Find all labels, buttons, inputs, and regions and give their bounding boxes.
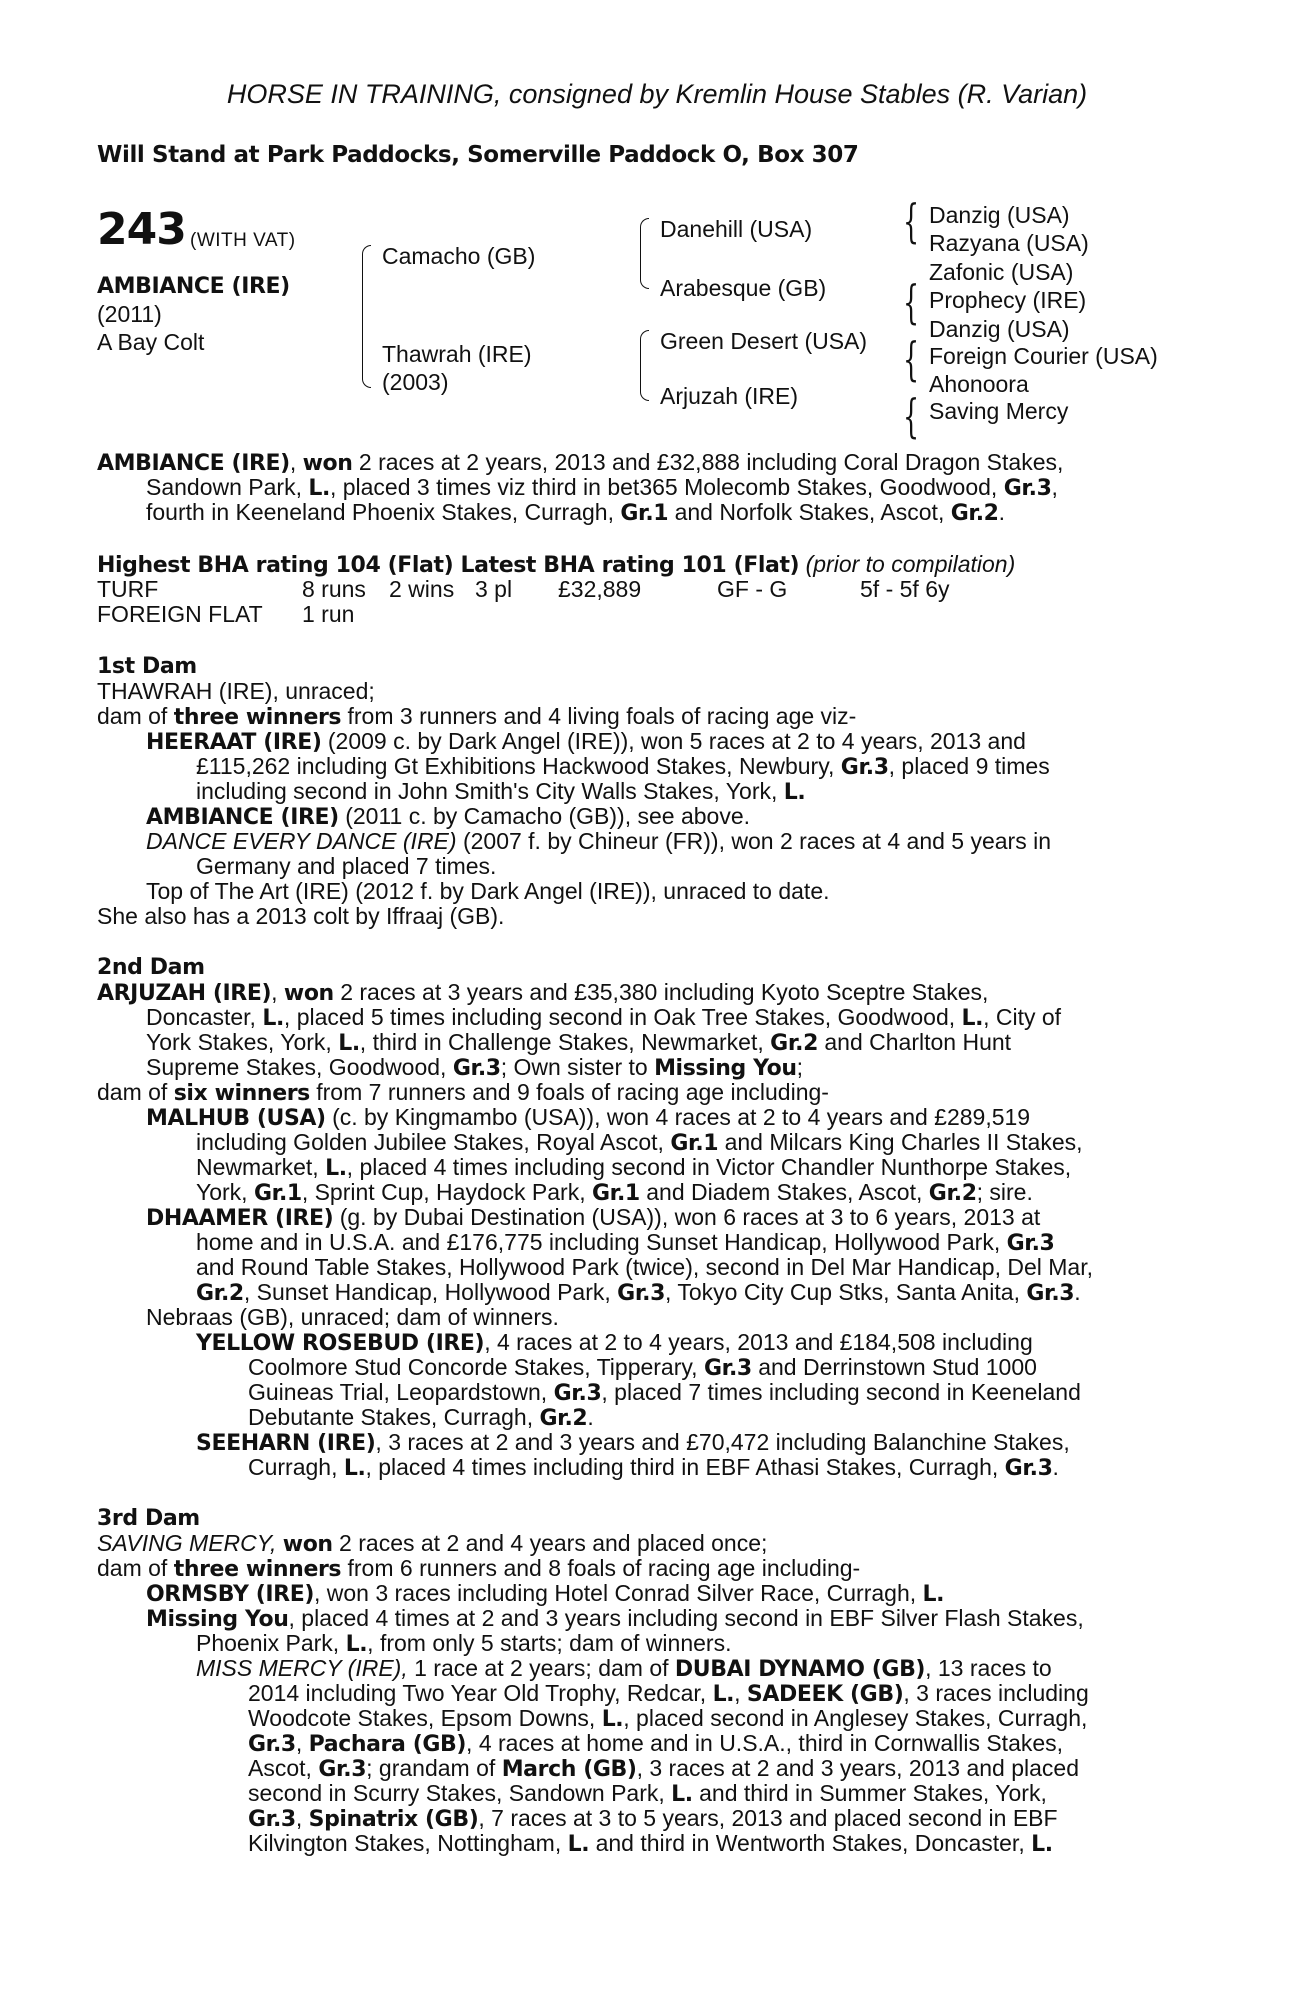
foreign-runs: 1 run — [302, 601, 355, 627]
pedigree-g3-8: Saving Mercy — [929, 398, 1069, 424]
pedigree-g3-3: Zafonic (USA) — [929, 259, 1074, 285]
first-dam-also: She also has a 2013 colt by Iffraaj (GB). — [97, 903, 505, 929]
turf-label: TURF — [97, 576, 159, 602]
second-dam-produce: dam of six winners from 7 runners and 9 foals of racing age including- — [97, 1079, 829, 1106]
turf-going: GF - G — [717, 576, 788, 602]
pedigree-g3-5: Danzig (USA) — [929, 316, 1070, 342]
pedigree-brace — [362, 341, 371, 388]
pedigree-brace — [640, 358, 649, 401]
pedigree-sire: Camacho (GB) — [382, 243, 536, 269]
produce-yellow-rosebud-line: Debutante Stakes, Curragh, Gr.2. — [248, 1404, 594, 1431]
produce-heeraat-line: including second in John Smith's City Walls Stakes, York, L. — [196, 778, 806, 805]
produce-heeraat-line: £115,262 including Gt Exhibitions Hackwood Stakes, Newbury, Gr.3, placed 9 times — [196, 753, 1050, 780]
produce-dhaamer-line: and Round Table Stakes, Hollywood Park (twice), second in Del Mar Handicap, Del Mar, — [196, 1254, 1093, 1280]
produce-dhaamer: DHAAMER (IRE) (g. by Dubai Destination (USA)), won 6 races at 3 to 6 years, 2013 at — [146, 1204, 1041, 1231]
turf-placed: 3 pl — [475, 576, 513, 602]
bha-rating: Highest BHA rating 104 (Flat) Latest BHA rating 101 (Flat) (prior to compilation) — [97, 551, 1016, 578]
pedigree-brace: { — [903, 275, 920, 329]
pedigree-brace: { — [903, 389, 920, 443]
lot-number: 243 — [97, 204, 186, 255]
turf-runs: 8 runs — [302, 576, 366, 602]
second-dam-line: Doncaster, L., placed 5 times including second in Oak Tree Stakes, Goodwood, L., City of — [146, 1004, 1062, 1031]
produce-malhub: MALHUB (USA) (c. by Kingmambo (USA)), won 4 races at 2 to 4 years and £289,519 — [146, 1104, 1031, 1131]
produce-dhaamer-line: Gr.2, Sunset Handicap, Hollywood Park, Gr.3, Tokyo City Cup Stks, Santa Anita, Gr.3. — [196, 1279, 1081, 1306]
second-dam-heading: 2nd Dam — [97, 955, 205, 980]
horse-name: AMBIANCE (IRE) — [97, 274, 290, 299]
pedigree-g3-6: Foreign Courier (USA) — [929, 343, 1158, 369]
produce-miss-mercy-line: 2014 including Two Year Old Trophy, Redcar, L., SADEEK (GB), 3 races including — [248, 1680, 1089, 1707]
produce-miss-mercy: MISS MERCY (IRE), 1 race at 2 years; dam of DUBAI DYNAMO (GB), 13 races to — [196, 1655, 1052, 1682]
produce-missing-you: Missing You, placed 4 times at 2 and 3 years including second in EBF Silver Flash Stakes, — [146, 1605, 1084, 1632]
second-dam-line: Supreme Stakes, Goodwood, Gr.3; Own sister to Missing You; — [146, 1054, 803, 1081]
turf-wins: 2 wins — [389, 576, 455, 602]
third-dam-produce: dam of three winners from 6 runners and 8 foals of racing age including- — [97, 1555, 861, 1582]
produce-heeraat: HEERAAT (IRE) (2009 c. by Dark Angel (IRE)), won 5 races at 2 to 4 years, 2013 and — [146, 728, 1026, 755]
produce-malhub-line: Newmarket, L., placed 4 times including second in Victor Chandler Nunthorpe Stakes, — [196, 1154, 1072, 1181]
third-dam-line: SAVING MERCY, won 2 races at 2 and 4 years and placed once; — [97, 1530, 768, 1557]
first-dam-line: THAWRAH (IRE), unraced; — [97, 678, 375, 704]
produce-dance: DANCE EVERY DANCE (IRE) (2007 f. by Chineur (FR)), won 2 races at 4 and 5 years in — [146, 828, 1052, 854]
produce-malhub-line: including Golden Jubilee Stakes, Royal Ascot, Gr.1 and Milcars King Charles II Stakes, — [196, 1129, 1083, 1156]
produce-miss-mercy-line: second in Scurry Stakes, Sandown Park, L. and third in Summer Stakes, York, — [248, 1780, 1047, 1807]
pedigree-brace: { — [903, 194, 920, 248]
second-dam-line: York Stakes, York, L., third in Challenge Stakes, Newmarket, Gr.2 and Charlton Hunt — [146, 1029, 1012, 1056]
produce-dhaamer-line: home and in U.S.A. and £176,775 including Sunset Handicap, Hollywood Park, Gr.3 — [196, 1229, 1055, 1256]
pedigree-dam-sire: Green Desert (USA) — [660, 328, 868, 354]
pedigree-brace — [640, 330, 649, 359]
produce-miss-mercy-line: Ascot, Gr.3; grandam of March (GB), 3 races at 2 and 3 years, 2013 and placed — [248, 1755, 1079, 1782]
pedigree-brace — [640, 218, 649, 247]
pedigree-brace — [640, 246, 649, 289]
pedigree-brace: { — [903, 332, 920, 386]
produce-ambiance: AMBIANCE (IRE) (2011 c. by Camacho (GB)), see above. — [146, 803, 751, 830]
produce-top-of-the-art: Top of The Art (IRE) (2012 f. by Dark Angel (IRE)), unraced to date. — [146, 878, 830, 904]
produce-yellow-rosebud-line: Guineas Trial, Leopardstown, Gr.3, placed 7 times including second in Keeneland — [248, 1379, 1081, 1406]
pedigree-dam-dam: Arjuzah (IRE) — [660, 383, 799, 409]
race-summary-line: fourth in Keeneland Phoenix Stakes, Curragh, Gr.1 and Norfolk Stakes, Ascot, Gr.2. — [146, 499, 1005, 526]
pedigree-g3-1: Danzig (USA) — [929, 202, 1070, 228]
produce-seeharn: SEEHARN (IRE), 3 races at 2 and 3 years and £70,472 including Balanchine Stakes, — [196, 1429, 1070, 1456]
pedigree-dam-year: (2003) — [382, 369, 449, 395]
produce-miss-mercy-line: Gr.3, Pachara (GB), 4 races at home and in U.S.A., third in Cornwallis Stakes, — [248, 1730, 1064, 1757]
third-dam-heading: 3rd Dam — [97, 1506, 200, 1531]
second-dam-line: ARJUZAH (IRE), won 2 races at 3 years and £35,380 including Kyoto Sceptre Stakes, — [97, 979, 989, 1006]
produce-miss-mercy-line: Woodcote Stakes, Epsom Downs, L., placed second in Anglesey Stakes, Curragh, — [248, 1705, 1088, 1732]
race-summary: AMBIANCE (IRE), won 2 races at 2 years, 2013 and £32,888 including Coral Dragon Stakes, — [97, 449, 1064, 476]
turf-prize: £32,889 — [558, 576, 642, 602]
first-dam-heading: 1st Dam — [97, 654, 197, 679]
horse-description: A Bay Colt — [97, 329, 205, 355]
produce-malhub-line: York, Gr.1, Sprint Cup, Haydock Park, Gr.1 and Diadem Stakes, Ascot, Gr.2; sire. — [196, 1179, 1033, 1206]
pedigree-g3-4: Prophecy (IRE) — [929, 287, 1087, 313]
produce-nebraas: Nebraas (GB), unraced; dam of winners. — [146, 1304, 559, 1330]
produce-miss-mercy-line: Gr.3, Spinatrix (GB), 7 races at 3 to 5 years, 2013 and placed second in EBF — [248, 1805, 1058, 1832]
page-title: HORSE IN TRAINING, consigned by Kremlin House Stables (R. Varian) — [226, 79, 1088, 109]
pedigree-sire-dam: Arabesque (GB) — [660, 275, 827, 301]
produce-miss-mercy-line: Kilvington Stakes, Nottingham, L. and third in Wentworth Stakes, Doncaster, L. — [248, 1830, 1053, 1857]
turf-distance: 5f - 5f 6y — [860, 576, 950, 602]
produce-missing-you-line: Phoenix Park, L., from only 5 starts; dam of winners. — [196, 1630, 732, 1657]
produce-seeharn-line: Curragh, L., placed 4 times including third in EBF Athasi Stakes, Curragh, Gr.3. — [248, 1454, 1059, 1481]
produce-yellow-rosebud: YELLOW ROSEBUD (IRE), 4 races at 2 to 4 years, 2013 and £184,508 including — [196, 1329, 1033, 1356]
pedigree-g3-2: Razyana (USA) — [929, 230, 1089, 256]
produce-yellow-rosebud-line: Coolmore Stud Concorde Stakes, Tipperary, Gr.3 and Derrinstown Stud 1000 — [248, 1354, 1037, 1381]
horse-year: (2011) — [97, 301, 162, 327]
vat-note: (WITH VAT) — [190, 230, 296, 251]
pedigree-brace — [362, 245, 371, 342]
produce-ormsby: ORMSBY (IRE), won 3 races including Hotel Conrad Silver Race, Curragh, L. — [146, 1580, 945, 1607]
produce-dance-line: Germany and placed 7 times. — [196, 853, 497, 879]
first-dam-produce: dam of three winners from 3 runners and 4 living foals of racing age viz- — [97, 703, 857, 730]
pedigree-sire-sire: Danehill (USA) — [660, 216, 813, 242]
stand-location: Will Stand at Park Paddocks, Somerville Paddock O, Box 307 — [97, 142, 859, 168]
pedigree-g3-7: Ahonoora — [929, 371, 1029, 397]
pedigree-dam: Thawrah (IRE) — [382, 341, 532, 367]
foreign-label: FOREIGN FLAT — [97, 601, 263, 627]
race-summary-line: Sandown Park, L., placed 3 times viz third in bet365 Molecomb Stakes, Goodwood, Gr.3, — [146, 474, 1058, 501]
